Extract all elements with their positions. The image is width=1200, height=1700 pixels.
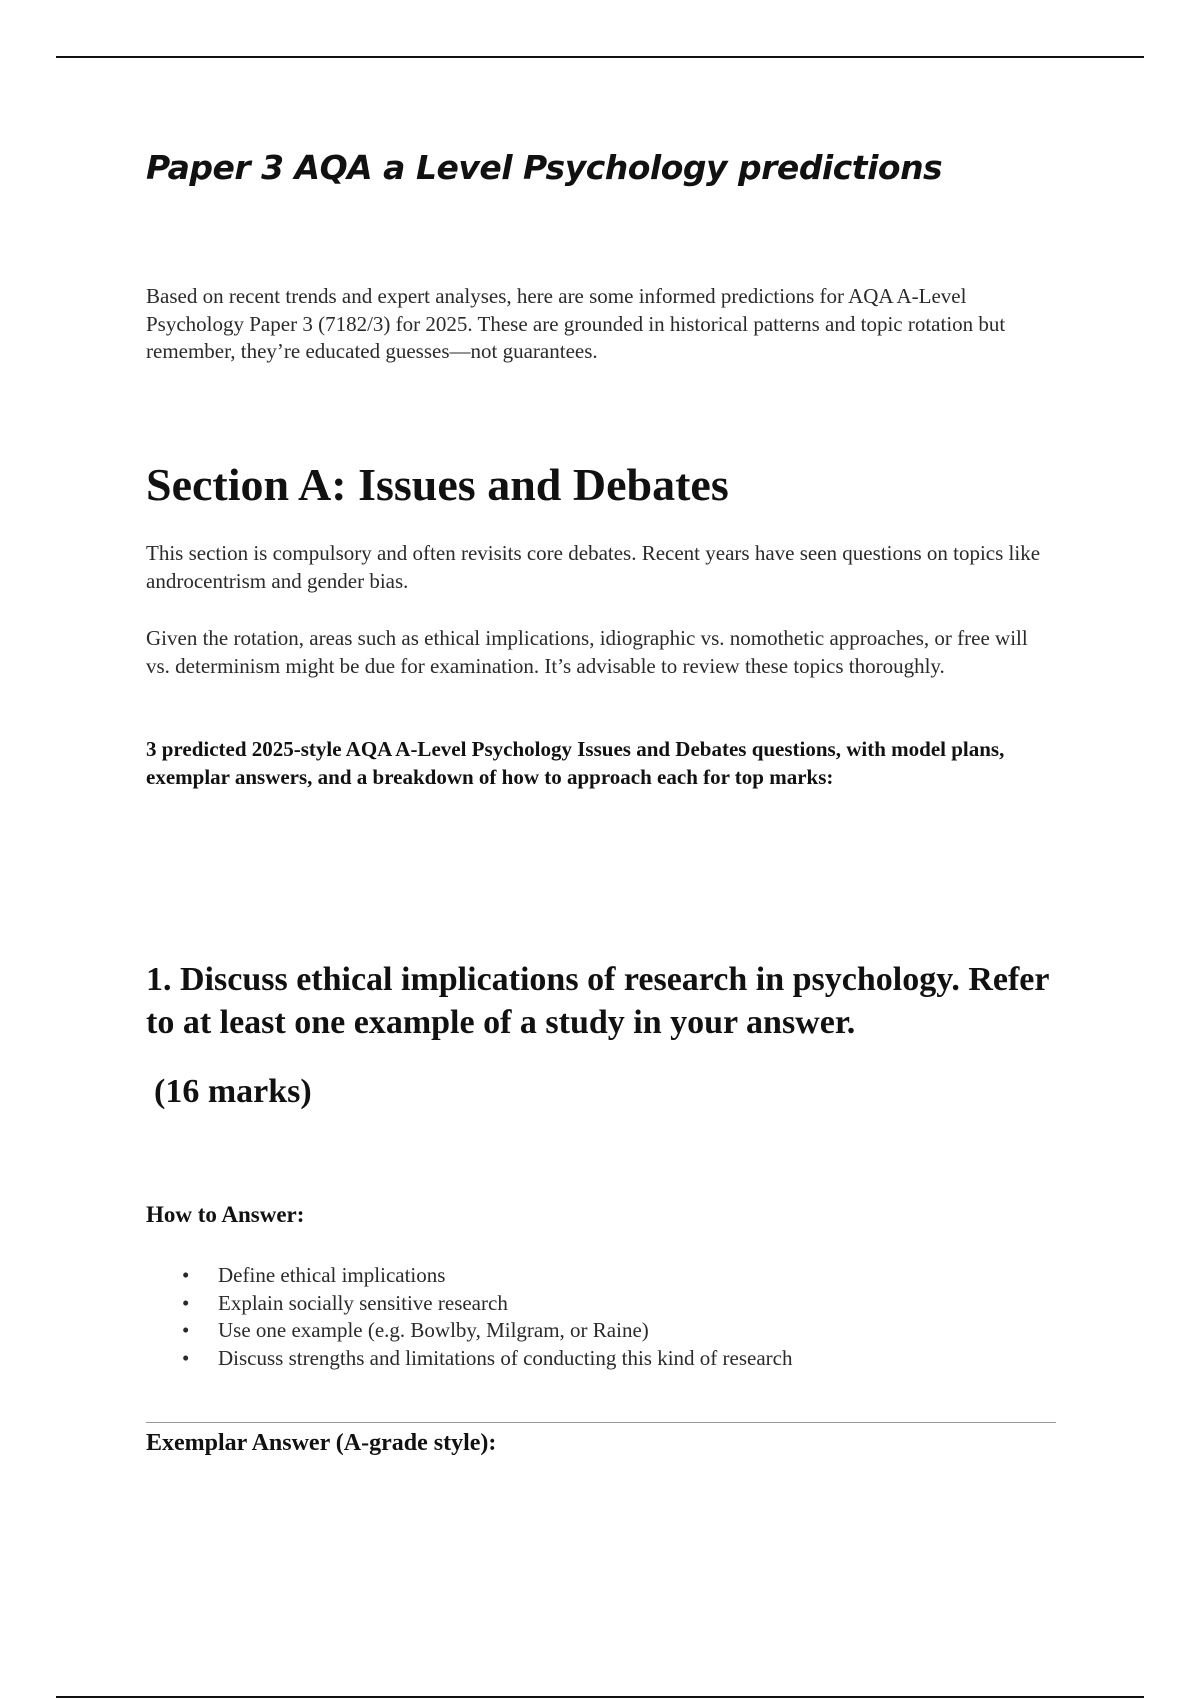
- list-item-text: Use one example (e.g. Bowlby, Milgram, or Raine): [218, 1318, 649, 1342]
- how-to-answer-heading: How to Answer:: [146, 1202, 305, 1227]
- intro-paragraph: Based on recent trends and expert analyses, here are some informed predictions for AQA A-Level Psychology Paper 3 (7182/3) for 2025. These are grounded in historical patterns and topic rotation but remember, they’re educated guesses—not guarantees.: [146, 284, 1006, 363]
- how-to-answer-list: [146, 1262, 793, 1372]
- document-title: Paper 3 AQA a Level Psychology predictions: [146, 148, 943, 187]
- question-1-text: 1. Discuss ethical implications of research in psychology. Refer to at least one example of a study in your answer.: [146, 961, 1049, 1041]
- question-1-marks: (16 marks): [154, 1073, 312, 1110]
- list-item-text: Discuss strengths and limitations of conducting this kind of research: [218, 1345, 793, 1370]
- bullet-icon: •: [182, 1318, 190, 1342]
- list-item-text: Define ethical implications: [218, 1263, 446, 1287]
- list-item: [146, 1345, 793, 1373]
- page-bottom-rule: [56, 1696, 1144, 1698]
- section-a-paragraph-2: Given the rotation, areas such as ethical implications, idiographic vs. nomothetic approaches, or free will vs. determinism might be due for examination. It’s advisable to review these topics thoroughly.: [146, 626, 1028, 678]
- bullet-icon: •: [182, 1290, 190, 1315]
- section-a-heading: Section A: Issues and Debates: [146, 459, 729, 510]
- list-item-text: Explain socially sensitive research: [218, 1290, 508, 1315]
- section-divider: [146, 1422, 1056, 1423]
- exemplar-answer-heading: Exemplar Answer (A-grade style):: [146, 1430, 497, 1456]
- list-item: [146, 1290, 793, 1318]
- page-top-rule: [56, 56, 1144, 58]
- bullet-icon: •: [182, 1263, 190, 1287]
- bullet-icon: •: [182, 1345, 190, 1370]
- section-a-lead-in: 3 predicted 2025-style AQA A-Level Psychology Issues and Debates questions, with model plans, exemplar answers, and a breakdown of how to approach each for top marks:: [146, 737, 1005, 789]
- list-item: [146, 1317, 793, 1345]
- section-a-paragraph-1: This section is compulsory and often revisits core debates. Recent years have seen questions on topics like androcentrism and gender bias.: [146, 541, 1041, 593]
- list-item: [146, 1262, 793, 1290]
